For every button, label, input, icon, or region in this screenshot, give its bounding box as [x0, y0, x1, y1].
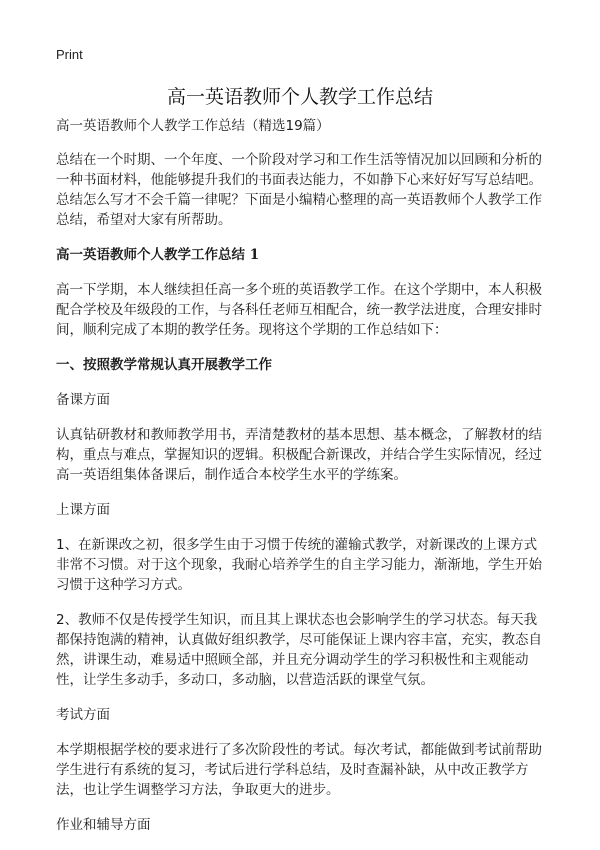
- prep-label: 备课方面: [56, 392, 110, 408]
- exam-label: 考试方面: [56, 707, 110, 723]
- print-link[interactable]: Print: [56, 47, 83, 62]
- section-paragraph: 高一下学期，本人继续担任高一多个班的英语教学工作。在这个学期中，本人积极配合学校及年级段的工作，与各科任老师互相配合，统一教学法进度，合理安排时间，顺利完成了本期的教学任务。现将这个学期的工作总结如下：: [56, 282, 542, 338]
- exam-paragraph: 本学期根据学校的要求进行了多次阶段性的考试。每次考试，都能做到考试前帮助学生进行有系统的复习，考试后进行学科总结，及时查漏补缺，从中改正教学方法，也让学生调整学习方法，争取更大的进步。: [56, 742, 542, 798]
- homework-label: 作业和辅导方面: [56, 817, 151, 833]
- class-paragraph-1: 1、在新课改之初，很多学生由于习惯于传统的灌输式教学，对新课改的上课方式非常不习惯。对于这个现象，我耐心培养学生的自主学习能力，渐渐地，学生开始习惯于这种学习方式。: [56, 537, 542, 593]
- section-heading: 高一英语教师个人教学工作总结 1: [56, 247, 260, 263]
- page-title: 高一英语教师个人教学工作总结: [166, 86, 433, 108]
- document-subtitle: 高一英语教师个人教学工作总结（精选19篇）: [56, 118, 330, 134]
- prep-paragraph: 认真钻研教材和教师教学用书，弄清楚教材的基本思想、基本概念，了解教材的结构，重点与难点，掌握知识的逻辑。积极配合新课改，并结合学生实际情况，经过高一英语组集体备课后，制作适合本校学生水平的学练案。: [56, 427, 542, 483]
- class-paragraph-2: 2、教师不仅是传授学生知识，而且其上课状态也会影响学生的学习状态。每天我都保持饱满的精神，认真做好组织教学，尽可能保证上课内容丰富，充实，教态自然，讲课生动，难易适中照顾全部，并且充分调动学生的学习积极性和主观能动性，让学生多动手，多动口，多动脑，以营造活跃的课堂气氛。: [56, 612, 542, 688]
- class-label: 上课方面: [56, 502, 110, 518]
- intro-paragraph: 总结在一个时期、一个年度、一个阶段对学习和工作生活等情况加以回顾和分析的一种书面材料，他能够提升我们的书面表达能力，不如静下心来好好写写总结吧。总结怎么写才不会千篇一律呢？下面是小编精心整理的高一英语教师个人教学工作总结，希望对大家有所帮助。: [56, 152, 542, 228]
- part-heading: 一、按照教学常规认真开展教学工作: [56, 357, 272, 373]
- document-body: [56, 116, 544, 850]
